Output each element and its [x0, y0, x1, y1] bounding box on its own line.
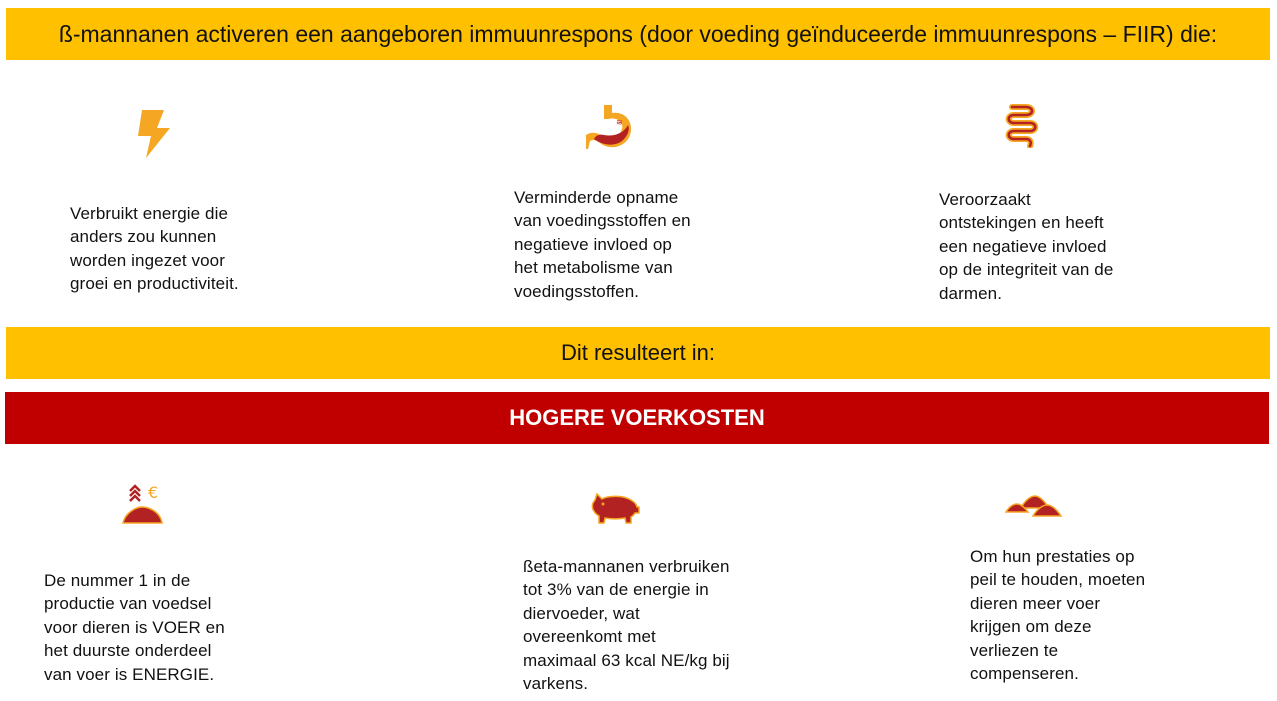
- intestine-icon: [1004, 104, 1040, 153]
- outcome-text-more-feed: Om hun prestaties op peil te houden, moeten dieren meer voer krijgen om deze verliezen te compenseren.: [970, 547, 1146, 684]
- euro-symbol: €: [148, 483, 159, 502]
- stomach-icon: [584, 103, 634, 156]
- outcome-text-energy-use: ßeta-mannanen verbruiken tot 3% van de energie in diervoeder, wat overeenkomt met maximaal 63 kcal NE/kg bij varkens.: [523, 557, 730, 694]
- effect-text-inflammation: Veroorzaakt ontstekingen en heeft een negatieve invloed op de integriteit van de darmen.: [939, 190, 1114, 303]
- svg-text:≋: ≋: [616, 118, 623, 127]
- outcome-label: HOGERE VOERKOSTEN: [509, 405, 765, 430]
- effect-text-nutrients: Verminderde opname van voedingsstoffen en negatieve invloed op het metabolisme van voedingsstoffen.: [514, 188, 691, 301]
- result-banner: [6, 327, 1270, 379]
- outcome-text-feed: De nummer 1 in de productie van voedsel voor dieren is VOER en het duurste onderdeel van voer is ENERGIE.: [44, 571, 225, 684]
- pig-icon: [589, 490, 641, 531]
- effect-text-energy: Verbruikt energie die anders zou kunnen worden ingezet voor groei en productiviteit.: [70, 204, 239, 294]
- header-title: ß-mannanen activeren een aangeboren immuunrespons (door voeding geïnduceerde immuunrespons – FIIR) die:: [58, 20, 1218, 47]
- lightning-bolt-icon: [136, 108, 172, 165]
- feed-pile-euro-up-icon: [122, 481, 166, 532]
- result-label: Dit resulteert in:: [560, 340, 716, 365]
- feed-piles-icon: [1005, 494, 1063, 525]
- outcome-banner: [5, 392, 1269, 444]
- header-banner: [6, 8, 1270, 60]
